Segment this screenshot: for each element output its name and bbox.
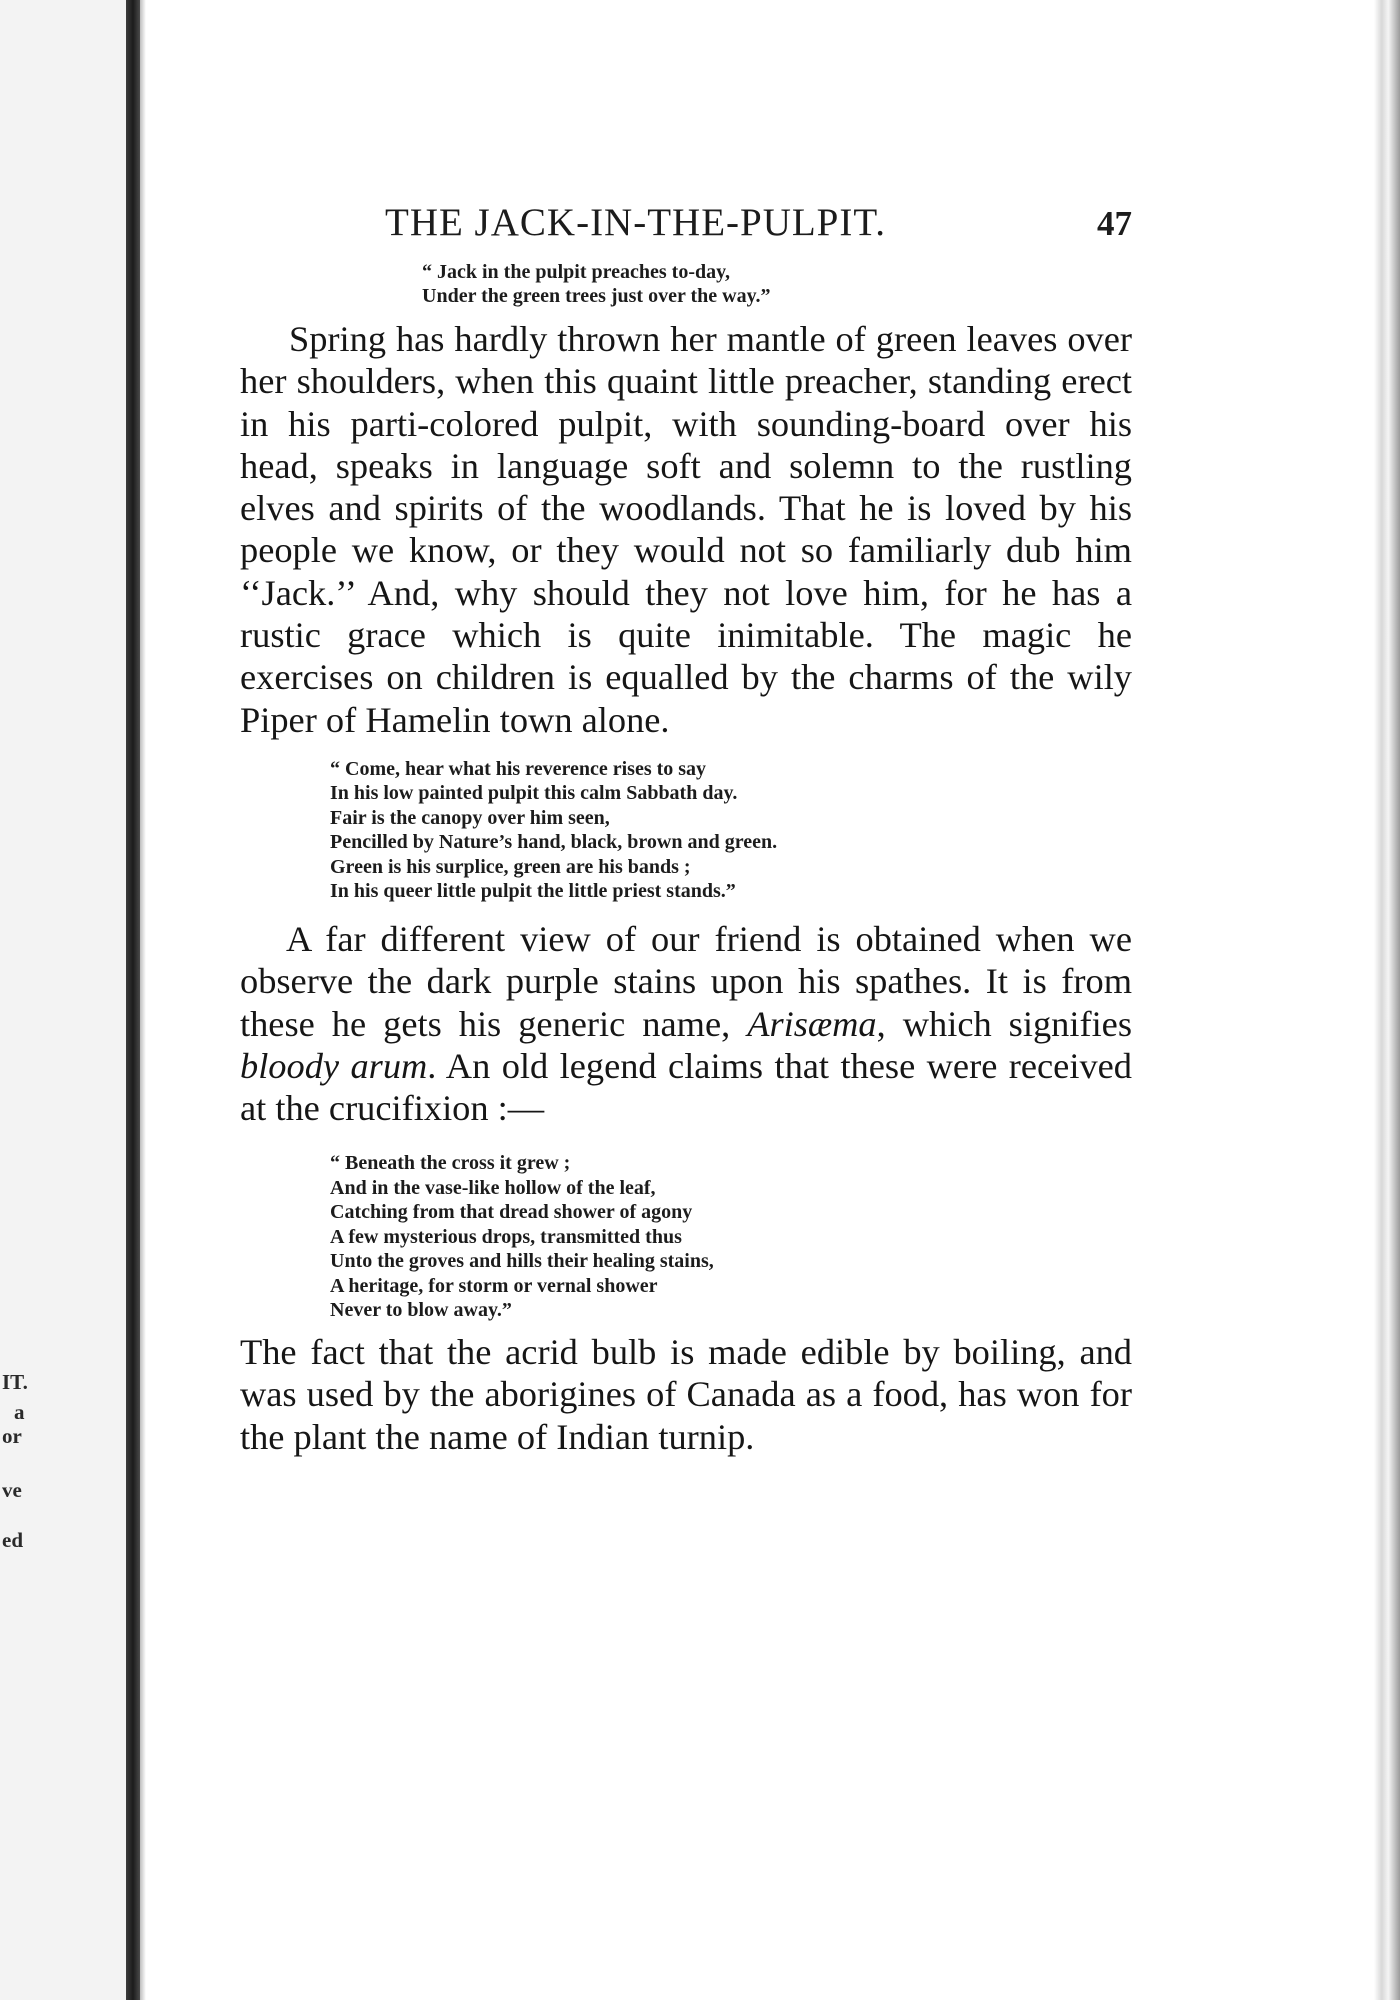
verse-line: Unto the groves and hills their healing stains, [330, 1250, 714, 1273]
gutter-shadow [140, 0, 146, 2000]
poem-quote [330, 757, 1132, 904]
facing-page-fragment: ed [2, 1528, 23, 1552]
epigraph [422, 260, 1132, 308]
paragraph-text: , which signifies [876, 1003, 1132, 1044]
verse-line: In his queer little pulpit the little priest stands.” [330, 880, 736, 903]
verse-line: Fair is the canopy over him seen, [330, 806, 610, 829]
verse-line: “ Come, hear what his reverence rises to say [330, 757, 707, 780]
verse-line: Catching from that dread shower of agony [330, 1201, 693, 1224]
book-page [240, 200, 1132, 1458]
verse-line: A few mysterious drops, transmitted thus [330, 1225, 682, 1248]
paragraph-text: . An old legend claims that these were received at the crucifixion :— [240, 1045, 1132, 1129]
name-meaning: bloody arum [240, 1045, 428, 1086]
verse-line: A heritage, for storm or vernal shower [330, 1274, 658, 1297]
verse-line: Pencilled by Nature’s hand, black, brown and green. [330, 831, 778, 854]
genus-name: Arisæma [747, 1003, 877, 1044]
body-paragraph: Spring has hardly thrown her mantle of green leaves over her shoulders, when this quaint little preacher, standing erect in his parti-colored pulpit, with sounding-board over his head, speaks in language soft and solemn to the rustling elves and spirits of the woodlands. That he is loved by his people we know, or they would not so familiarly dub him ‘‘Jack.’’ And, why should they not love him, for he has a rustic grace which is quite inimitable. The magic he exercises on children is equalled by the charms of the wily Piper of Hamelin town alone. [240, 319, 1132, 740]
body-paragraph [240, 918, 1132, 1129]
paragraph-text: A far different view of our friend is obtained when we observe the dark purple stains upon his spathes. It is from these he gets his generic name, [240, 918, 1132, 1044]
body-paragraph: The fact that the acrid bulb is made edible by boiling, and was used by the aborigines of Canada as a food, has won for the plant the name of Indian turnip. [240, 1331, 1132, 1457]
verse-line: Never to blow away.” [330, 1299, 512, 1322]
book-gutter [126, 0, 140, 2000]
facing-page-fragment: IT. [2, 1370, 28, 1394]
verse-line: And in the vase-like hollow of the leaf, [330, 1176, 656, 1199]
facing-page-fragment: ve [2, 1478, 22, 1502]
facing-page-fragment: or [2, 1424, 22, 1448]
facing-page-edge [0, 0, 126, 2000]
verse-line: In his low painted pulpit this calm Sabbath day. [330, 782, 738, 805]
verse-line: Green is his surplice, green are his bands ; [330, 855, 691, 878]
facing-page-fragment: a [14, 1400, 25, 1424]
verse-line: “ Jack in the pulpit preaches to-day, [422, 261, 730, 283]
page-edge [1374, 0, 1400, 2000]
page-number: 47 [1097, 204, 1132, 243]
verse-line: Under the green trees just over the way.” [422, 285, 771, 307]
verse-line: “ Beneath the cross it grew ; [330, 1152, 571, 1175]
poem-quote [330, 1151, 1132, 1323]
running-head: THE JACK-IN-THE-PULPIT. [385, 201, 887, 244]
page-header [240, 200, 1132, 260]
